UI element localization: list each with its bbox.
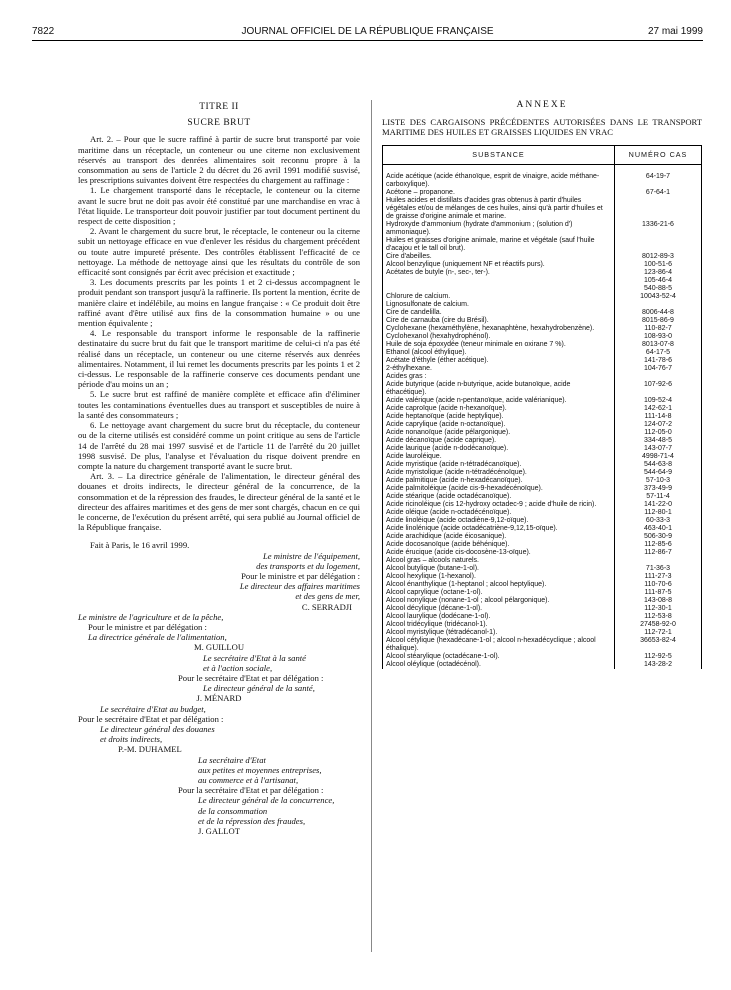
cas-cell: 111-87-5: [615, 589, 702, 597]
table-row: [383, 165, 702, 190]
signature-line: Le secrétaire d'Etat au budget,: [100, 703, 206, 714]
substance-cell: Hydroxyde d'ammonium (hydrate d'ammonium ; (solution d') ammoniaque).: [383, 221, 615, 237]
cas-cell: 67-64-1: [615, 189, 702, 197]
table-row: [383, 501, 702, 509]
cas-cell: 100-51-6: [615, 261, 702, 269]
substance-cell: Acétone – propanone.: [383, 189, 615, 197]
substance-cell: Huiles et graisses d'origine animale, marine et végétale (sauf l'huile d'acajou et le tall oil brut).: [383, 237, 615, 253]
col-cas: NUMÉRO CAS: [615, 146, 702, 165]
cas-cell: [615, 301, 702, 309]
table-row: [383, 261, 702, 269]
table-row: [383, 653, 702, 661]
substance-cell: Cyclohexanol (hexahydrophénol).: [383, 333, 615, 341]
cas-cell: 373-49-9: [615, 485, 702, 493]
signature-line: Le secrétaire d'Etat à la santé: [203, 652, 306, 663]
substance-cell: Acide laurique (acide n-dodécanoïque).: [383, 445, 615, 453]
table-row: [383, 621, 702, 629]
substance-cell: Chlorure de calcium.: [383, 293, 615, 301]
cas-cell: 112-80-1: [615, 509, 702, 517]
table-row: [383, 357, 702, 365]
substance-cell: Acide érucique (acide cis-docosène-13-oïque).: [383, 549, 615, 557]
cas-cell: 57-11-4: [615, 493, 702, 501]
cas-cell: 110-82-7: [615, 325, 702, 333]
substance-cell: 2-éthylhexane.: [383, 365, 615, 373]
header-rule: [32, 40, 703, 41]
table-row: [383, 365, 702, 373]
substance-cell: Acide docosanoïque (acide béhénique).: [383, 541, 615, 549]
substance-cell: Alcool gras – alcools naturels.: [383, 557, 615, 565]
signature-line: La directrice générale de l'alimentation,: [88, 632, 227, 643]
substance-cell: Acide palmitique (acide n-hexadécanoïque).: [383, 477, 615, 485]
cas-cell: [615, 557, 702, 565]
annexe-heading: ANNEXE: [516, 100, 568, 110]
journal-title: JOURNAL OFFICIEL DE LA RÉPUBLIQUE FRANÇAISE: [241, 26, 494, 37]
table-row: [383, 565, 702, 573]
cas-cell: 64-17-5: [615, 349, 702, 357]
page-number: 7822: [32, 26, 55, 37]
substance-cell: Alcool énanthylique (1-heptanol ; alcool heptylique).: [383, 581, 615, 589]
signature-line: Pour le ministre et par délégation :: [241, 570, 360, 581]
substance-cell: Ethanol (alcool éthylique).: [383, 349, 615, 357]
cas-cell: [615, 373, 702, 381]
table-row: [383, 293, 702, 301]
substance-cell: Huiles acides et distillats d'acides gras obtenus à partir d'huiles végétales et/ou de mélanges de ces huiles, ainsi qu'à partir d'huiles et de graisse d'origine animale et marine.: [383, 197, 615, 221]
cas-cell: 112-72-1: [615, 629, 702, 637]
cas-cell: 141-78-6: [615, 357, 702, 365]
substance-cell: Acide oléique (acide n-octadécénoïque).: [383, 509, 615, 517]
cas-cell: 143-08-8: [615, 597, 702, 605]
substance-cell: Alcool oléylique (octadécénol).: [383, 661, 615, 669]
cas-cell: 142-62-1: [615, 405, 702, 413]
cas-cell: 334-48-5: [615, 437, 702, 445]
paragraph: 5. Le sucre brut est raffiné de manière complète et efficace afin d'éliminer toutes les contaminations éventuelles dues au transport et susceptibles de nuire à la santé des consommateurs ;: [78, 389, 360, 420]
table-row: [383, 421, 702, 429]
cas-cell: 143-28-2: [615, 661, 702, 669]
annexe-title: LISTE DES CARGAISONS PRÉCÉDENTES AUTORISÉES DANS LE TRANSPORT MARITIME DES HUILES ET GRAISSES LIQUIDES EN VRAC: [382, 117, 702, 137]
cas-cell: 544-63-8: [615, 461, 702, 469]
column-divider: [371, 100, 372, 952]
substance-cell: Alcool butylique (butane-1-ol).: [383, 565, 615, 573]
table-row: [383, 333, 702, 341]
signature-line: et de la répression des fraudes,: [198, 815, 306, 826]
cas-cell: 4998-71-4: [615, 453, 702, 461]
table-row: [383, 509, 702, 517]
substance-cell: Acide palmitoléique (acide cis-9-hexadécénoïque).: [383, 485, 615, 493]
table-row: [383, 557, 702, 565]
article-body: [78, 134, 360, 532]
substance-cell: Alcool décylique (décane-1-ol).: [383, 605, 615, 613]
table-row: [383, 541, 702, 549]
substance-cell: Alcool hexylique (1-hexanol).: [383, 573, 615, 581]
cas-cell: 71-36-3: [615, 565, 702, 573]
signature-line: aux petites et moyennes entreprises,: [198, 764, 322, 775]
table-row: [383, 605, 702, 613]
substance-table: [382, 145, 702, 669]
substance-cell: Acide butyrique (acide n-butyrique, acide butanoïque, acide éthacétique).: [383, 381, 615, 397]
signature-line: P.-M. DUHAMEL: [118, 744, 182, 755]
signatures: [78, 551, 360, 837]
signature-line: et droits indirects,: [100, 734, 163, 745]
substance-cell: Cyclohexane (hexaméthylène, hexanaphtène, hexahydrobenzène).: [383, 325, 615, 333]
table-row: [383, 317, 702, 325]
cas-cell: 36653-82-4: [615, 637, 702, 653]
signature-line: de la consommation: [198, 805, 268, 816]
table-row: [383, 405, 702, 413]
substance-cell: Acide acétique (acide éthanoïque, esprit de vinaigre, acide méthane-carboxylique).: [383, 165, 615, 190]
table-row: [383, 237, 702, 253]
signature-line: Le ministre de l'équipement,: [263, 550, 360, 561]
paragraph: Art. 3. – La directrice générale de l'alimentation, le directeur général des douanes et droits indirects, le directeur général de la concurrence, de la consommation et de la répression des fraudes, le directeur général de la santé et le directeur des affaires maritimes et des gens de mer sont chargés, chacun en ce qui le concerne, de l'exécution du présent arrêté, qui sera publié au Journal officiel de la République française.: [78, 471, 360, 533]
signature-line: La secrétaire d'Etat: [198, 754, 266, 765]
substance-cell: Acide valérique (acide n-pentanoïque, acide valérianique).: [383, 397, 615, 405]
substance-cell: Acide myristique (acide n-tétradécanoïque).: [383, 461, 615, 469]
substance-cell: Alcool laurylique (dodécane-1-ol).: [383, 613, 615, 621]
cas-cell: 8012-89-3: [615, 253, 702, 261]
table-row: [383, 197, 702, 221]
paragraph: 2. Avant le chargement du sucre brut, le réceptacle, le conteneur ou la citerne subit un nettoyage efficace en vue d'enlever les résidus du chargement précédent ou toute autre impureté présente. Des contrôles établissent l'efficacité de ce nettoyage. La méthode de nettoyage ainsi que les résultats du contrôle de son efficacité sont consignés par écrit avec précision et exactitude ;: [78, 226, 360, 278]
paragraph: 6. Le nettoyage avant chargement du sucre brut du réceptacle, du conteneur ou de la citerne utilisés est considéré comme un point critique au sens de l'article 14 de l'arrêté du 28 mai 1997 susvisé et de l'article 11 de l'arrêté du 20 juillet 1998 susvisé. De plus, l'analyse et l'évaluation du risque doivent prendre en compte la nature du chargement transporté avant le sucre brut.: [78, 420, 360, 471]
table-row: [383, 253, 702, 261]
left-column: [78, 100, 360, 836]
signature-line: Pour le ministre et par délégation :: [88, 621, 207, 632]
substance-cell: Lignosulfonate de calcium.: [383, 301, 615, 309]
table-row: [383, 485, 702, 493]
substance-cell: Acide stéarique (acide octadécanoïque).: [383, 493, 615, 501]
table-row: [383, 453, 702, 461]
substance-cell: Acide myristolique (acide n-tétradécénoïque).: [383, 469, 615, 477]
cas-cell: 10043-52-4: [615, 293, 702, 301]
signature-line: Le directeur général de la santé,: [203, 683, 315, 694]
table-row: [383, 373, 702, 381]
substance-cell: Acide lauroléique.: [383, 453, 615, 461]
cas-cell: [615, 237, 702, 253]
substance-cell: Huile de soja époxydée (teneur minimale en oxirane 7 %).: [383, 341, 615, 349]
table-row: [383, 637, 702, 653]
signature-line: C. SERRADJI: [301, 601, 352, 612]
signature-line: des transports et du logement,: [256, 560, 360, 571]
table-row: [383, 445, 702, 453]
cas-cell: 60-33-3: [615, 517, 702, 525]
table-row: [383, 525, 702, 533]
table-row: [383, 325, 702, 333]
signature-line: Le directeur des affaires maritimes: [239, 581, 360, 592]
cas-cell: 124-07-2: [615, 421, 702, 429]
table-row: [383, 429, 702, 437]
substance-cell: Acétates de butyle (n-, sec-, ter-).: [383, 269, 615, 293]
table-row: [383, 437, 702, 445]
cas-cell: 109-52-4: [615, 397, 702, 405]
table-row: [383, 661, 702, 669]
cas-cell: 463-40-1: [615, 525, 702, 533]
paragraph: Art. 2. – Pour que le sucre raffiné à partir de sucre brut transporté par voie maritime dans un réceptacle, un conteneur ou une citerne non exclusivement réservés au transport des denrées alimentaires soit reconnu propre à la consommation au sens de l'article 2 du décret du 26 avril 1991 modifié susvisé, les prescriptions suivantes doivent être respectées du chargement au raffinage :: [78, 134, 360, 186]
substance-cell: Acide caprylique (acide n-octanoïque).: [383, 421, 615, 429]
table-row: [383, 221, 702, 237]
substance-cell: Acide linolénique (acide octadécatriène-9,12,15-oïque).: [383, 525, 615, 533]
table-row: [383, 629, 702, 637]
substance-cell: Alcool stéarylique (octadécane-1-ol).: [383, 653, 615, 661]
cas-cell: 111-27-3: [615, 573, 702, 581]
table-row: [383, 349, 702, 357]
substance-cell: Alcool benzylique (uniquement NF et réactifs purs).: [383, 261, 615, 269]
table-row: [383, 461, 702, 469]
signature-line: et des gens de mer,: [295, 591, 360, 602]
table-row: [383, 597, 702, 605]
substance-cell: Alcool tridécylique (tridécanol-1).: [383, 621, 615, 629]
table-row: [383, 517, 702, 525]
table-row: [383, 309, 702, 317]
cas-cell: 111-14-8: [615, 413, 702, 421]
table-row: [383, 301, 702, 309]
table-row: [383, 381, 702, 397]
publication-date: 27 mai 1999: [647, 26, 703, 37]
table-row: [383, 589, 702, 597]
table-row: [383, 413, 702, 421]
table-row: [383, 549, 702, 557]
cas-cell: 112-53-8: [615, 613, 702, 621]
signature-line: au commerce et à l'artisanat,: [198, 775, 299, 785]
right-column: [382, 100, 702, 669]
paragraph: 1. Le chargement transporté dans le réceptacle, le conteneur ou la citerne avant le sucre brut ne doit pas avoir été constitué par une marchandise en vrac à l'état liquide. Le transporteur doit pouvoir justifier par tout document pertinent du respect de cette disposition ;: [78, 185, 360, 227]
paragraph: 3. Les documents prescrits par les points 1 et 2 ci-dessus accompagnent le produit pendant son transport jusqu'à la raffinerie. Ils portent la mention, écrite de manière claire et indélébile, au moins en langue française : « Ce produit doit être raffiné avant d'être utilisé aux fins de la consommation humaine » ou une mention équivalente ;: [78, 277, 360, 329]
substance-cell: Acide heptanoïque (acide heptylique).: [383, 413, 615, 421]
table-row: [383, 533, 702, 541]
cas-cell: 8013-07-8: [615, 341, 702, 349]
cas-cell: 104-76-7: [615, 365, 702, 373]
signature-line: Pour le secrétaire d'Etat et par délégation :: [78, 713, 224, 724]
table-row: [383, 477, 702, 485]
paragraph: 4. Le responsable du transport informe le responsable de la raffinerie destinataire du sucre brut du fait que le transport maritime de celui-ci n'a pas été réalisé dans un réceptacle, un conteneur ou une citerne réservés aux denrées alimentaires. Notamment, il lui remet les documents prescrits par les points 1 et 2 ci-dessus. Le responsable de la raffinerie conserve ces documents pendant une période d'au moins un an ;: [78, 328, 360, 390]
sucre-brut-heading: SUCRE BRUT: [187, 118, 251, 129]
cas-cell: 57-10-3: [615, 477, 702, 485]
table-row: [383, 581, 702, 589]
substance-cell: Acide nonanoïque (acide pélargonique).: [383, 429, 615, 437]
substance-cell: Cire d'abeilles.: [383, 253, 615, 261]
signature-line: J. MÉNARD: [196, 693, 242, 704]
substance-cell: Alcool nonylique (nonane-1-ol ; alcool pélargonique).: [383, 597, 615, 605]
substance-cell: Acide ricinoléique (cis 12-hydroxy octadec-9 ; acide d'huile de ricin).: [383, 501, 615, 509]
table-row: [383, 397, 702, 405]
signature-line: Le directeur général des douanes: [100, 723, 215, 734]
cas-cell: 110-70-6: [615, 581, 702, 589]
cas-cell: 143-07-7: [615, 445, 702, 453]
substance-cell: Alcool myristylique (tétradécanol-1).: [383, 629, 615, 637]
signature-line: Le ministre de l'agriculture et de la pêche,: [78, 611, 224, 622]
cas-cell: 112-92-5: [615, 653, 702, 661]
signature-line: Le directeur général de la concurrence,: [198, 795, 335, 806]
substance-cell: Acétate d'éthyle (éther acétique).: [383, 357, 615, 365]
cas-cell: 141-22-0: [615, 501, 702, 509]
cas-cell: 8006-44-8: [615, 309, 702, 317]
table-row: [383, 469, 702, 477]
cas-cell: 27458-92-0: [615, 621, 702, 629]
substance-cell: Cire de carnauba (cire du Brésil).: [383, 317, 615, 325]
cas-cell: 112-85-6: [615, 541, 702, 549]
table-row: [383, 493, 702, 501]
signature-line: M. GUILLOU: [193, 642, 245, 653]
cas-cell: 112-30-1: [615, 605, 702, 613]
table-row: [383, 341, 702, 349]
substance-cell: Alcool cétylique (hexadécane-1-ol ; alcool n-hexadécyclique ; alcool éthalique).: [383, 637, 615, 653]
titre-heading: TITRE II: [199, 102, 239, 112]
substance-cell: Alcool caprylique (octane-1-ol).: [383, 589, 615, 597]
cas-cell: 544-64-9: [615, 469, 702, 477]
signature-line: Pour le secrétaire d'Etat et par délégation :: [178, 672, 324, 683]
substance-cell: Acide décanoïque (acide caprique).: [383, 437, 615, 445]
cas-cell: 1336-21-6: [615, 221, 702, 237]
signature-line: J. GALLOT: [197, 826, 240, 837]
page-header: [32, 26, 703, 40]
cas-cell: 112-86-7: [615, 549, 702, 557]
substance-cell: Acide arachidique (acide éicosanique).: [383, 533, 615, 541]
fait-line: Fait à Paris, le 16 avril 1999.: [90, 540, 190, 551]
substance-cell: Acide caproïque (acide n-hexanoïque).: [383, 405, 615, 413]
signature-line: Pour la secrétaire d'Etat et par délégation :: [178, 785, 324, 796]
substance-cell: Cire de candelilla.: [383, 309, 615, 317]
cas-cell: 64-19-7: [615, 165, 702, 190]
substance-cell: Acides gras :: [383, 373, 615, 381]
cas-cell: 123-86-4 105-46-4 540-88-5: [615, 269, 702, 293]
signature-line: et à l'action sociale,: [203, 662, 273, 673]
table-row: [383, 189, 702, 197]
table-body: [383, 165, 702, 670]
cas-cell: 8015-86-9: [615, 317, 702, 325]
cas-cell: [615, 197, 702, 221]
cas-cell: 108-93-0: [615, 333, 702, 341]
table-row: [383, 269, 702, 293]
cas-cell: 112-05-0: [615, 429, 702, 437]
cas-cell: 506-30-9: [615, 533, 702, 541]
table-row: [383, 613, 702, 621]
substance-cell: Acide linoléique (acide octadiène-9,12-oïque).: [383, 517, 615, 525]
table-row: [383, 573, 702, 581]
col-substance: SUBSTANCE: [383, 146, 615, 165]
cas-cell: 107-92-6: [615, 381, 702, 397]
